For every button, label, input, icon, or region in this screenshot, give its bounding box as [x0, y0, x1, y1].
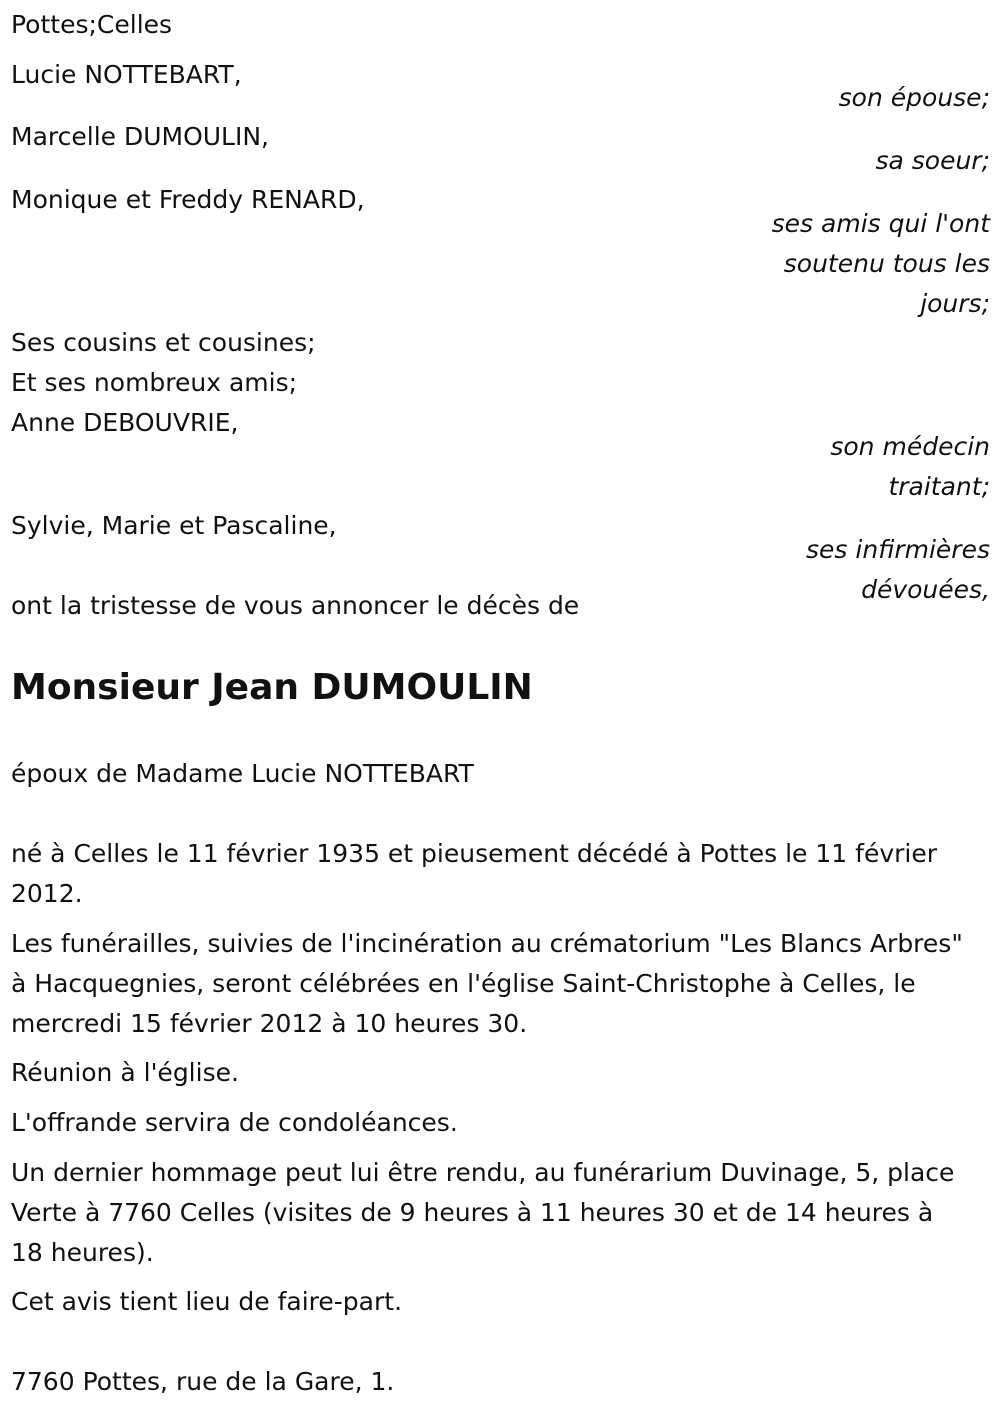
tribute-paragraph: Un dernier hommage peut lui être rendu, au funérarium Duvinage, 5, place Verte à 7760 Celles (visites de 9 heures à 11 heures 30 et de 14 heures à 18 heures).: [11, 1158, 955, 1267]
notice-paragraph: Cet avis tient lieu de faire-part.: [11, 1287, 403, 1316]
header-location: Pottes;Celles: [11, 10, 173, 39]
family-name-sister: Marcelle DUMOULIN,: [11, 122, 270, 151]
nurses-name: Sylvie, Marie et Pascaline,: [11, 511, 337, 540]
friends-line: Et ses nombreux amis;: [11, 368, 298, 397]
nurses-relation: ses infirmières dévouées,: [806, 535, 990, 604]
cousins-line: Ses cousins et cousines;: [11, 328, 316, 357]
family-relation-sister: sa soeur;: [875, 146, 990, 175]
birth-death-paragraph: né à Celles le 11 février 1935 et pieusement décédé à Pottes le 11 février 2012.: [11, 839, 938, 908]
offering-paragraph: L'offrande servira de condoléances.: [11, 1108, 458, 1137]
family-name-spouse: Lucie NOTTEBART,: [11, 60, 242, 89]
family-relation-friends: ses amis qui l'ont soutenu tous les jours;: [771, 209, 990, 318]
doctor-name: Anne DEBOUVRIE,: [11, 408, 239, 437]
meeting-paragraph: Réunion à l'église.: [11, 1058, 239, 1087]
spouse-line: époux de Madame Lucie NOTTEBART: [11, 759, 474, 788]
funeral-paragraph: Les funérailles, suivies de l'incinération au crématorium "Les Blancs Arbres" à Hacquegnies, seront célébrées en l'église Saint-Christophe à Celles, le mercredi 15 février 2012 à 10 heures 30.: [11, 929, 963, 1038]
deceased-name: Monsieur Jean DUMOULIN: [11, 667, 533, 708]
announce-line: ont la tristesse de vous annoncer le décès de: [11, 591, 580, 620]
doctor-relation: son médecin traitant;: [830, 432, 990, 501]
family-relation-spouse: son épouse;: [838, 83, 990, 112]
address-line: 7760 Pottes, rue de la Gare, 1.: [11, 1367, 395, 1396]
family-name-friends: Monique et Freddy RENARD,: [11, 185, 365, 214]
